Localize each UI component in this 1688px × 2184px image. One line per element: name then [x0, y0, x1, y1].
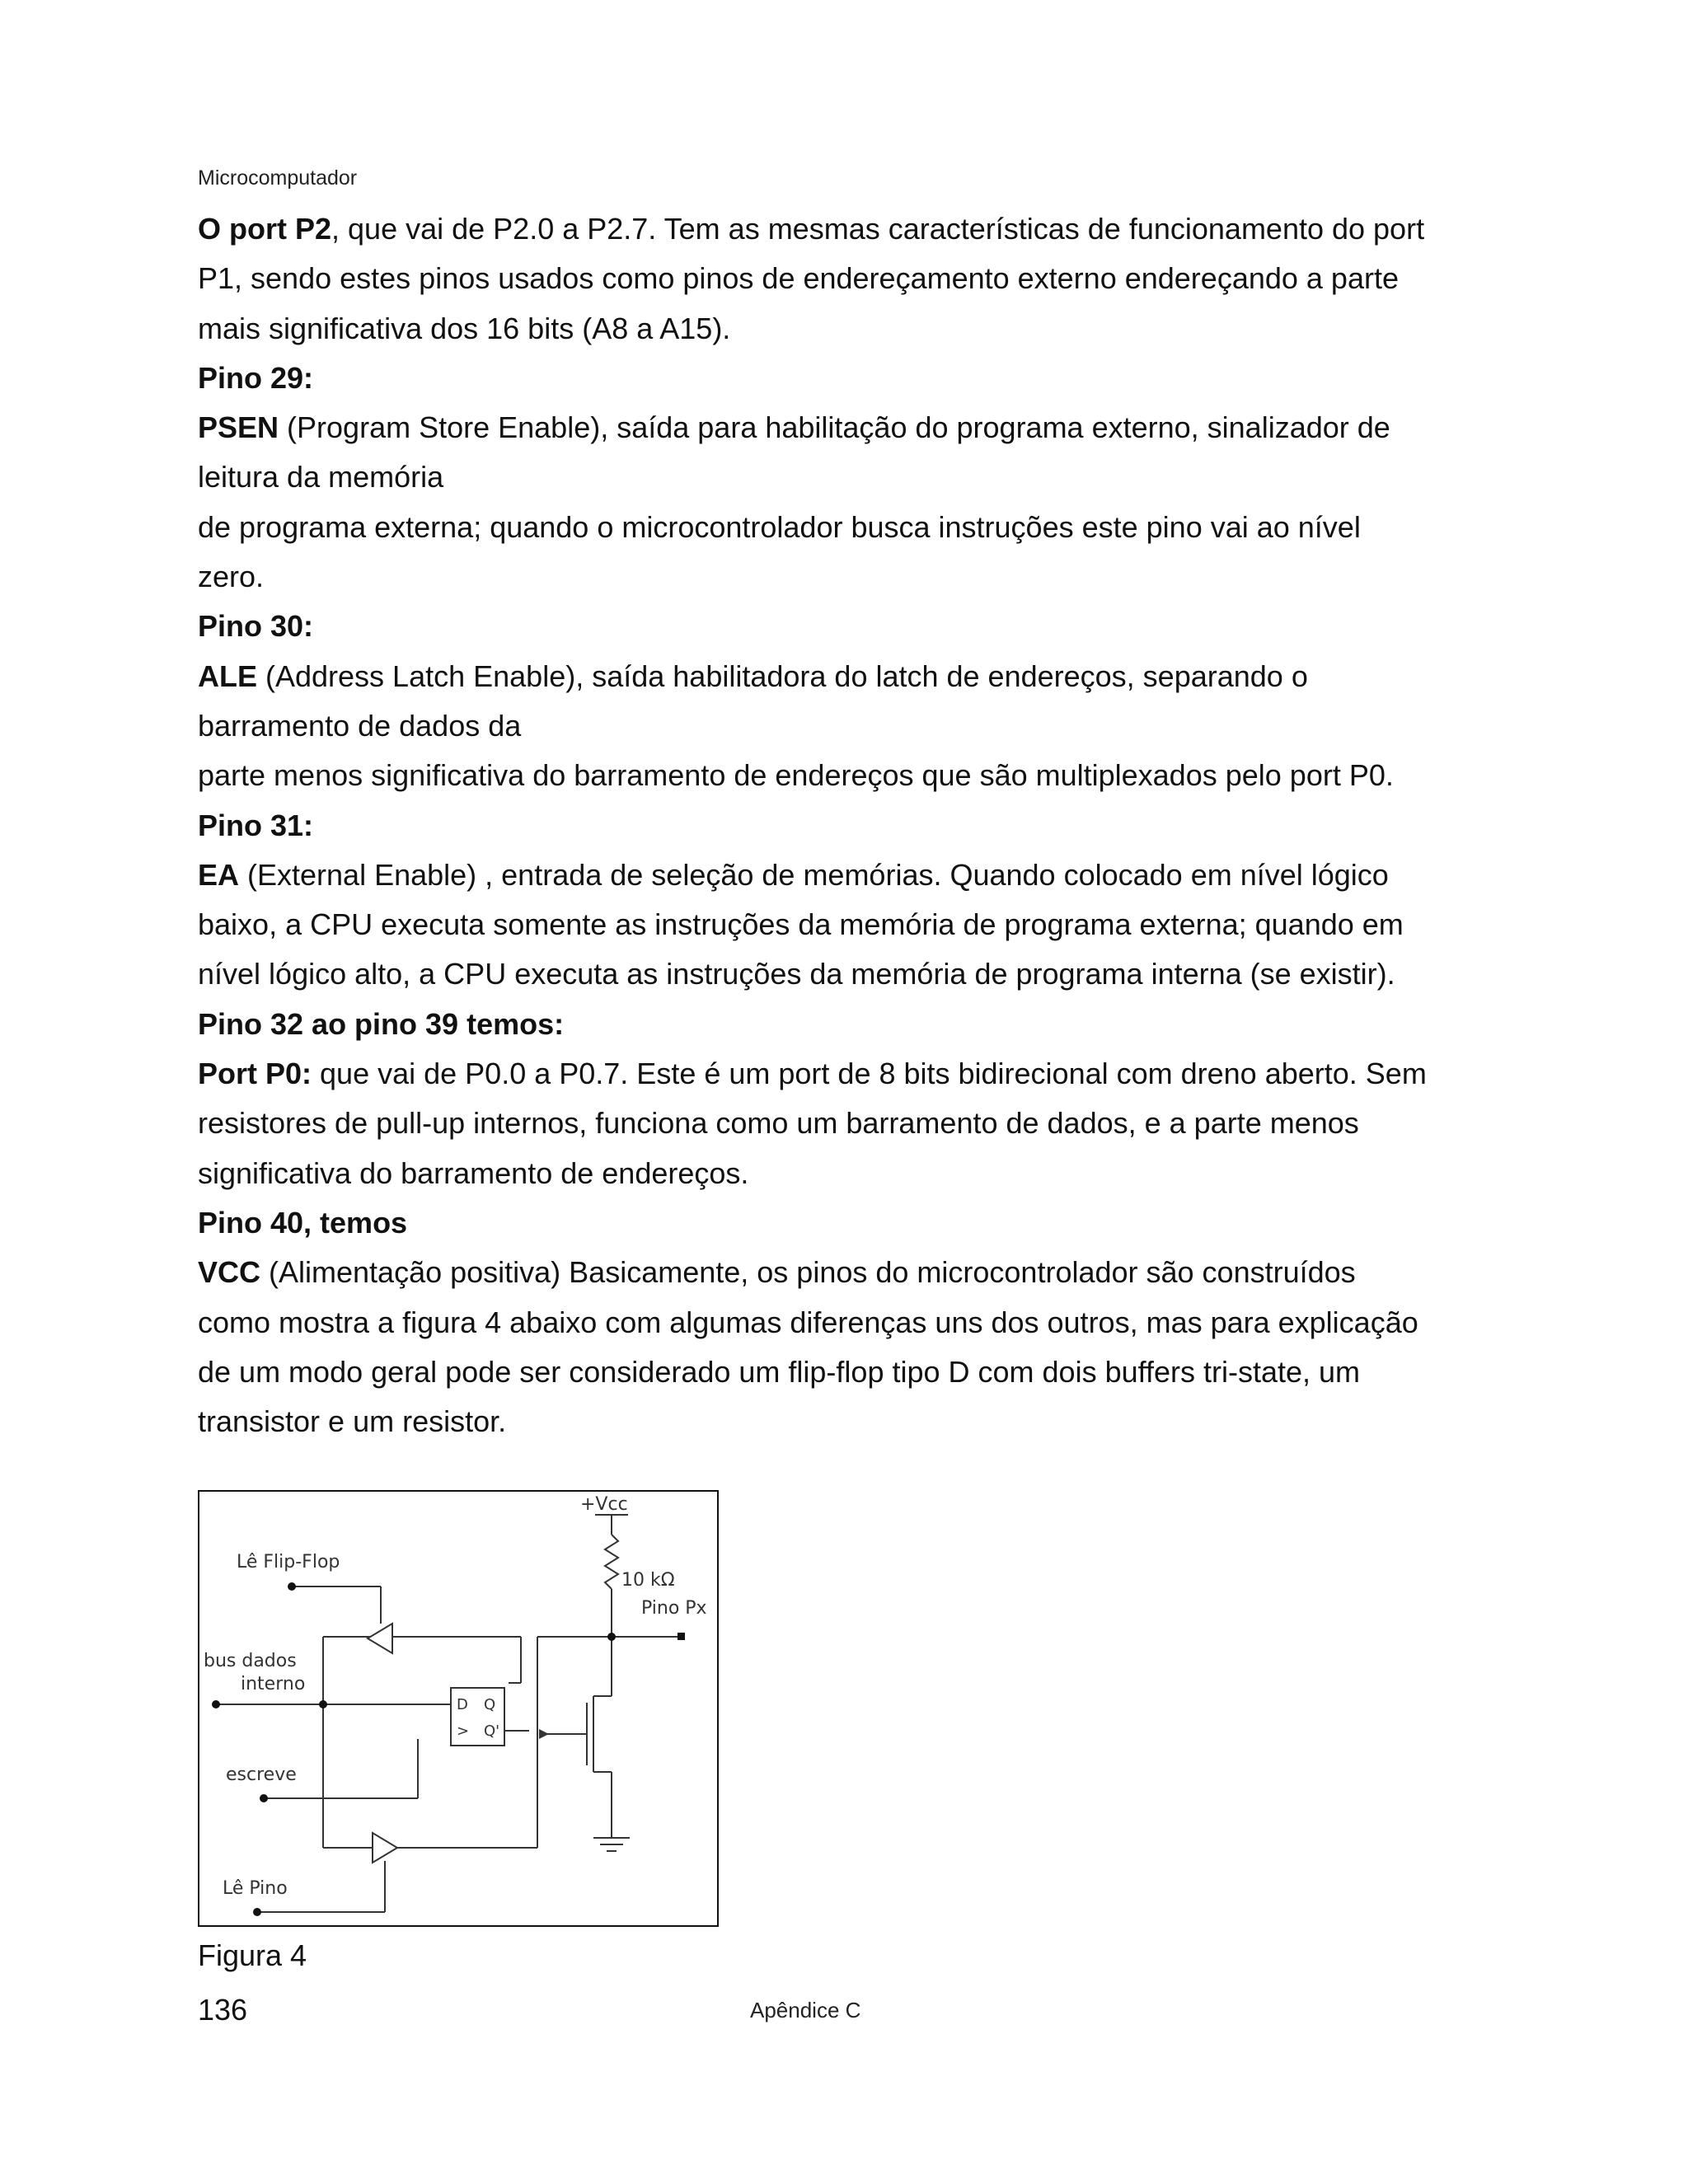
section-heading [198, 602, 1434, 651]
heading-text: Pino 31: [198, 808, 314, 842]
body-paragraph [198, 652, 1434, 752]
paragraph-lead: ALE [198, 658, 257, 693]
heading-text: Pino 40, temos [198, 1205, 408, 1240]
paragraph-lead: EA [198, 857, 240, 892]
paragraph-text: (Program Store Enable), saída para habilitação do programa externo, sinalizador de leitura da memória [198, 410, 1390, 494]
heading-text: Pino 29: [198, 360, 314, 395]
ff-qbar-label: Q' [484, 1722, 500, 1740]
body-paragraph [198, 851, 1434, 1000]
body-paragraph [198, 204, 1434, 354]
pino-px-label: Pino Px [641, 1598, 707, 1619]
running-header: Microcomputador [198, 166, 358, 190]
paragraph-lead: PSEN [198, 410, 279, 445]
body-paragraph [198, 403, 1434, 503]
pin-circuit-diagram [199, 1492, 717, 1925]
ff-d-label: D [457, 1696, 468, 1713]
vcc-label: +Vcc [580, 1494, 628, 1515]
footer-label: Apêndice C [750, 1998, 861, 2022]
paragraph-text: que vai de P0.0 a P0.7. Este é um port de 8 bits bidirecional com dreno aberto. Sem resistores de pull-up internos, funciona como um barramento de dados, e a parte menos significativa do barramento de endereços. [198, 1057, 1427, 1190]
paragraph-lead: Port P0: [198, 1057, 312, 1091]
paragraph-lead: VCC [198, 1255, 261, 1290]
resistor-label: 10 kΩ [621, 1570, 675, 1591]
body-text [198, 204, 1434, 1446]
body-paragraph [198, 1049, 1434, 1198]
le-flip-flop-label: Lê Flip-Flop [237, 1552, 340, 1572]
interno-label: interno [241, 1674, 306, 1694]
heading-text: Pino 32 ao pino 39 temos: [198, 1006, 565, 1041]
figure-caption: Figura 4 [198, 1938, 307, 1972]
paragraph-text: de programa externa; quando o microcontrolador busca instruções este pino vai ao nível zero. [198, 509, 1361, 594]
section-heading [198, 1000, 1434, 1049]
escreve-label: escreve [226, 1765, 297, 1785]
ff-q-label: Q [484, 1696, 496, 1713]
heading-text: Pino 30: [198, 609, 314, 644]
paragraph-lead: O port P2 [198, 212, 332, 246]
section-heading [198, 801, 1434, 851]
paragraph-text: (External Enable) , entrada de seleção de memórias. Quando colocado em nível lógico baixo, a CPU executa somente as instruções da memória de programa externa; quando em nível lógico alto, a CPU executa as instruções da memória de programa interna (se existir). [198, 857, 1404, 991]
section-heading [198, 1198, 1434, 1248]
paragraph-text: (Alimentação positiva) Basicamente, os pinos do microcontrolador são construídos como mostra a figura 4 abaixo com algumas diferenças uns dos outros, mas para explicação de um modo geral pode ser considerado um flip-flop tipo D com dois buffers tri-state, um transistor e um resistor. [198, 1255, 1418, 1439]
body-paragraph [198, 503, 1434, 602]
le-pino-label: Lê Pino [223, 1878, 288, 1899]
paragraph-text: (Address Latch Enable), saída habilitadora do latch de endereços, separando o barramento de dados da [198, 658, 1308, 743]
section-heading [198, 354, 1434, 403]
figure-4-circuit [198, 1490, 719, 1927]
body-paragraph [198, 751, 1434, 800]
paragraph-text: parte menos significativa do barramento de endereços que são multiplexados pelo port P0. [198, 758, 1394, 793]
body-paragraph [198, 1248, 1434, 1446]
page-number: 136 [198, 1993, 248, 2027]
ff-clock-mark: > [457, 1722, 470, 1740]
paragraph-text: , que vai de P2.0 a P2.7. Tem as mesmas características de funcionamento do port P1, sendo estes pinos usados como pinos de endereçamento externo endereçando a parte mais significativa dos 16 bits (A8 a A15). [198, 212, 1425, 345]
bus-dados-label: bus dados [204, 1651, 297, 1671]
